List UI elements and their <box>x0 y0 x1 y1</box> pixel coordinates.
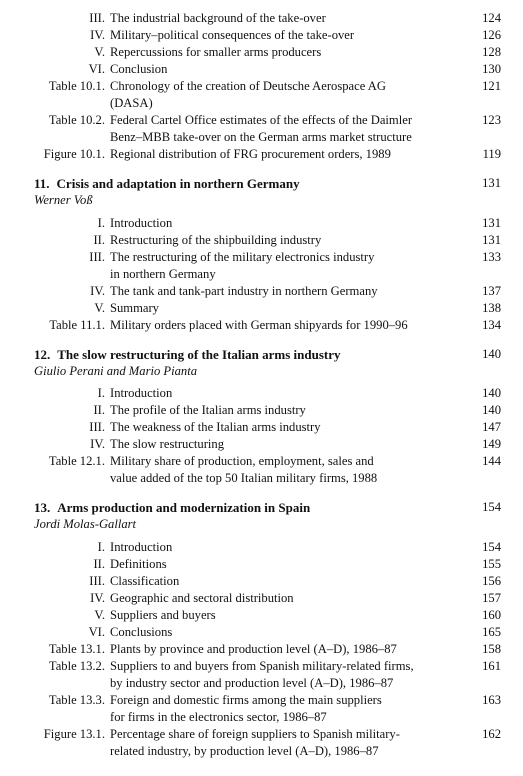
entry-label: V. <box>94 45 105 59</box>
entry-page: 154 <box>482 540 501 554</box>
toc-entry <box>0 27 523 44</box>
entry-label: VI. <box>88 625 105 639</box>
chapter-author: Giulio Perani and Mario Pianta <box>34 364 198 378</box>
chapter-page: 154 <box>482 500 501 514</box>
entry-page: 155 <box>482 557 501 571</box>
toc-entry <box>0 402 523 419</box>
entry-label: Figure 13.1. <box>43 727 105 741</box>
entry-title: Conclusions <box>110 625 173 639</box>
toc-entry <box>0 215 523 232</box>
entry-page: 137 <box>482 284 501 298</box>
entry-label: IV. <box>90 591 105 605</box>
toc-table-entry <box>0 78 523 95</box>
entry-label: Figure 10.1. <box>43 147 105 161</box>
entry-label: Table 11.1. <box>49 318 105 332</box>
chapter-author: Jordi Molas-Gallart <box>34 517 137 531</box>
entry-label: III. <box>89 11 105 25</box>
toc-table-entry-continued <box>0 675 523 692</box>
entry-page: 126 <box>482 28 501 42</box>
toc-figure-entry <box>0 726 523 743</box>
chapter-heading <box>0 499 523 516</box>
entry-title: Introduction <box>110 540 173 554</box>
entry-page: 124 <box>482 11 501 25</box>
entry-label: Table 13.1. <box>48 642 105 656</box>
entry-label: I. <box>97 386 105 400</box>
entry-title: Federal Cartel Office estimates of the effects of the Daimler <box>110 113 413 127</box>
toc-figure-entry-continued <box>0 743 523 760</box>
entry-label: I. <box>97 216 105 230</box>
entry-page: 130 <box>482 62 501 76</box>
toc-entry <box>0 385 523 402</box>
entry-title: The profile of the Italian arms industry <box>110 403 306 417</box>
entry-title: Repercussions for smaller arms producers <box>110 45 322 59</box>
entry-title-continued: value added of the top 50 Italian military firms, 1988 <box>110 471 378 485</box>
chapter-heading <box>0 346 523 363</box>
entry-label: I. <box>97 540 105 554</box>
entry-title: Conclusion <box>110 62 168 76</box>
toc-entry <box>0 624 523 641</box>
toc-entry <box>0 419 523 436</box>
entry-label: Table 13.3. <box>48 693 105 707</box>
entry-page: 134 <box>482 318 501 332</box>
entry-title: Military share of production, employment, sales and <box>110 454 374 468</box>
entry-label: Table 12.1. <box>48 454 105 468</box>
entry-title: Geographic and sectoral distribution <box>110 591 294 605</box>
entry-title: Definitions <box>110 557 167 571</box>
chapter-page: 131 <box>482 176 501 190</box>
toc-table-entry <box>0 658 523 675</box>
entry-page: 131 <box>482 233 501 247</box>
entry-page: 161 <box>482 659 501 673</box>
chapter-author: Werner Voß <box>34 193 93 207</box>
toc-entry <box>0 232 523 249</box>
toc-entry <box>0 300 523 317</box>
chapter-author-row <box>0 516 523 533</box>
entry-title: Classification <box>110 574 180 588</box>
toc-entry <box>0 44 523 61</box>
entry-page: 149 <box>482 437 501 451</box>
entry-page: 121 <box>482 79 501 93</box>
toc-entry <box>0 590 523 607</box>
entry-page: 163 <box>482 693 501 707</box>
toc-table-entry-continued <box>0 129 523 146</box>
chapter-title-text: Crisis and adaptation in northern Germany <box>56 176 300 191</box>
entry-title-continued: for firms in the electronics sector, 1986–87 <box>110 710 327 724</box>
entry-title: Suppliers and buyers <box>110 608 216 622</box>
entry-title: Introduction <box>110 216 173 230</box>
chapter-author-row <box>0 363 523 380</box>
entry-page: 162 <box>482 727 501 741</box>
entry-page: 133 <box>482 250 501 264</box>
entry-page: 144 <box>482 454 501 468</box>
entry-title: Percentage share of foreign suppliers to Spanish military- <box>110 727 400 741</box>
toc-table-entry <box>0 317 523 334</box>
entry-page: 157 <box>482 591 501 605</box>
entry-title: Regional distribution of FRG procurement orders, 1989 <box>110 147 391 161</box>
entry-page: 158 <box>482 642 501 656</box>
entry-title: The slow restructuring <box>110 437 225 451</box>
toc-entry <box>0 607 523 624</box>
toc-entry <box>0 283 523 300</box>
entry-label: VI. <box>88 62 105 76</box>
entry-label: III. <box>89 420 105 434</box>
entry-title-continued: (DASA) <box>110 96 153 110</box>
chapter-title-text: The slow restructuring of the Italian arms industry <box>57 347 341 362</box>
entry-title: Military orders placed with German shipyards for 1990–96 <box>110 318 408 332</box>
entry-page: 119 <box>482 147 501 161</box>
entry-label: III. <box>89 250 105 264</box>
entry-title: Summary <box>110 301 159 315</box>
entry-page: 156 <box>482 574 501 588</box>
toc-entry <box>0 573 523 590</box>
entry-title: Restructuring of the shipbuilding industry <box>110 233 322 247</box>
entry-label: III. <box>89 574 105 588</box>
chapter-title-text: Arms production and modernization in Spain <box>57 500 311 515</box>
entry-title-continued: by industry sector and production level (A–D), 1986–87 <box>110 676 394 690</box>
toc-entry <box>0 436 523 453</box>
entry-label: V. <box>94 608 105 622</box>
entry-label: IV. <box>90 437 105 451</box>
entry-label: II. <box>93 233 105 247</box>
entry-page: 123 <box>482 113 501 127</box>
entry-label: II. <box>93 403 105 417</box>
toc-table-entry <box>0 692 523 709</box>
toc-entry <box>0 10 523 27</box>
toc-figure-entry <box>0 146 523 163</box>
toc-table-entry-continued <box>0 709 523 726</box>
entry-title-continued: related industry, by production level (A–D), 1986–87 <box>110 744 379 758</box>
toc-table-entry <box>0 453 523 470</box>
entry-label: Table 13.2. <box>48 659 105 673</box>
entry-label: II. <box>93 557 105 571</box>
chapter-title <box>34 346 340 363</box>
entry-page: 160 <box>482 608 501 622</box>
chapter-number: 13. <box>34 500 51 515</box>
toc-table-entry-continued <box>0 470 523 487</box>
entry-title: Chronology of the creation of Deutsche Aerospace AG <box>110 79 386 93</box>
entry-label: Table 10.2. <box>48 113 105 127</box>
chapter-number: 12. <box>34 347 51 362</box>
entry-title: Suppliers to and buyers from Spanish military-related firms, <box>110 659 414 673</box>
entry-title-continued: Benz–MBB take-over on the German arms market structure <box>110 130 412 144</box>
toc-entry-continued <box>0 266 523 283</box>
entry-label: Table 10.1. <box>48 79 105 93</box>
chapter-author-row <box>0 192 523 209</box>
toc-entry <box>0 539 523 556</box>
entry-title: The restructuring of the military electronics industry <box>110 250 375 264</box>
toc-table-entry-continued <box>0 95 523 112</box>
entry-title: The weakness of the Italian arms industry <box>110 420 321 434</box>
entry-title: Military–political consequences of the take-over <box>110 28 355 42</box>
chapter-title <box>34 175 300 192</box>
chapter-page: 140 <box>482 347 501 361</box>
entry-label: V. <box>94 301 105 315</box>
entry-page: 140 <box>482 403 501 417</box>
entry-title-continued: in northern Germany <box>110 267 216 281</box>
entry-page: 131 <box>482 216 501 230</box>
chapter-heading <box>0 175 523 192</box>
entry-title: The industrial background of the take-over <box>110 11 326 25</box>
chapter-number: 11. <box>34 176 50 191</box>
entry-label: IV. <box>90 284 105 298</box>
entry-title: Foreign and domestic firms among the main suppliers <box>110 693 382 707</box>
entry-page: 128 <box>482 45 501 59</box>
entry-page: 140 <box>482 386 501 400</box>
entry-page: 147 <box>482 420 501 434</box>
entry-title: The tank and tank-part industry in northern Germany <box>110 284 378 298</box>
toc-entry <box>0 556 523 573</box>
entry-page: 138 <box>482 301 501 315</box>
entry-label: IV. <box>90 28 105 42</box>
entry-title: Introduction <box>110 386 173 400</box>
toc-entry <box>0 249 523 266</box>
entry-page: 165 <box>482 625 501 639</box>
toc-entry <box>0 61 523 78</box>
entry-title: Plants by province and production level (A–D), 1986–87 <box>110 642 397 656</box>
chapter-title <box>34 499 310 516</box>
toc-table-entry <box>0 641 523 658</box>
toc-table-entry <box>0 112 523 129</box>
